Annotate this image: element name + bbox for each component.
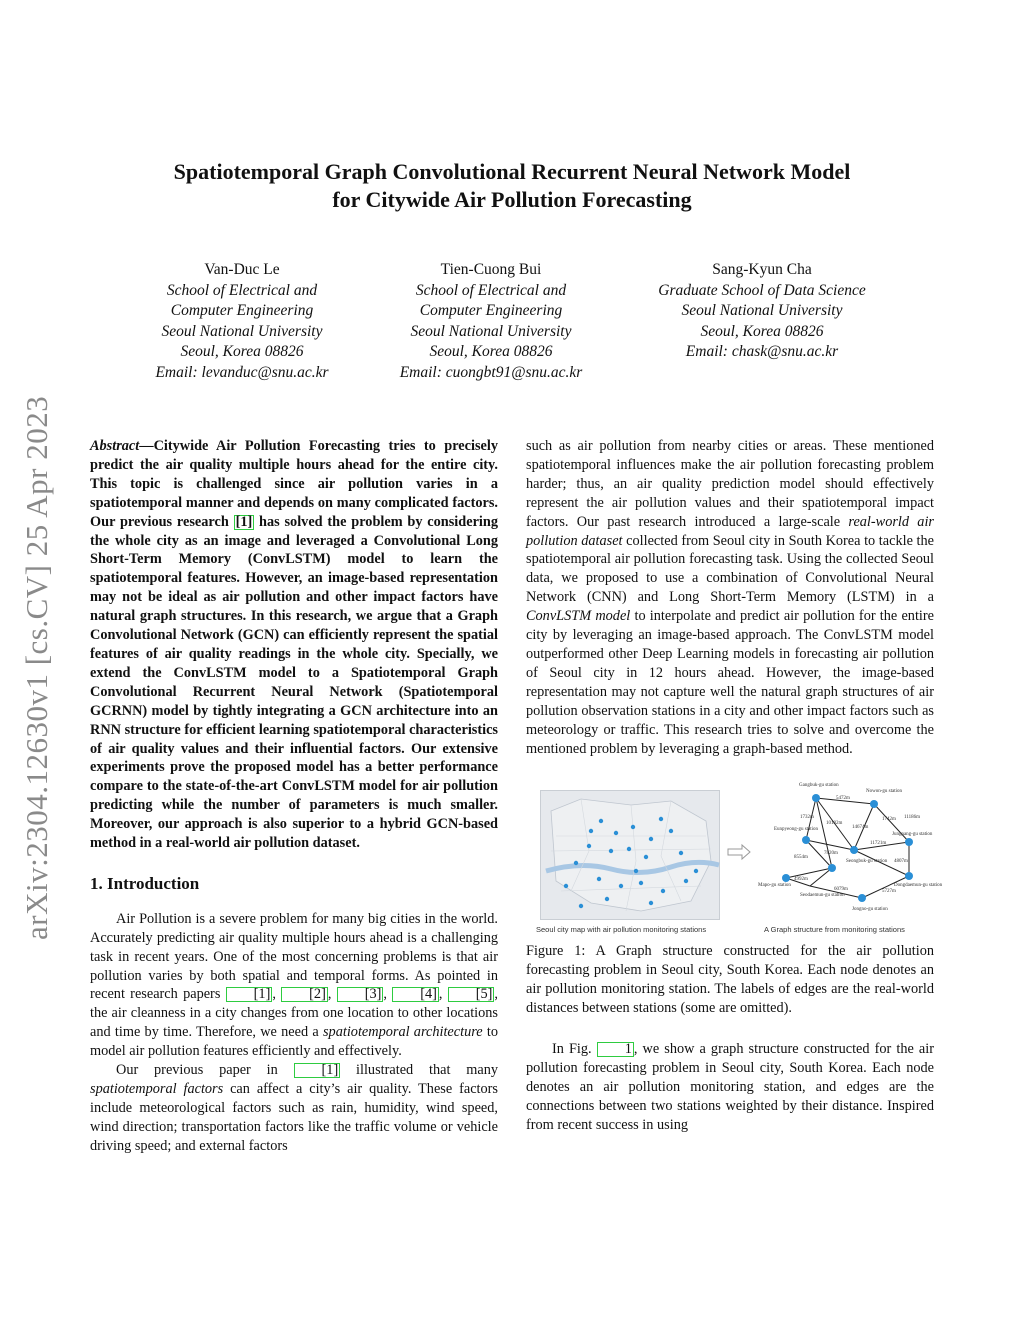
- edge-label: 7820m: [824, 851, 838, 857]
- map-drawing: [541, 791, 719, 919]
- abstract-text: has solved the problem by considering the whole city as an image and leveraged a Convolutional Long Short-Term Memory (ConvLSTM) model to learn the spatiotemporal features. However, an image-based representation may not be ideal as air pollution and other impact factors have natural graph structures. In this research, we argue that a Graph Convolutional Network (GCN) can efficiently represent the spatial features of air quality readings in the whole city. Specially, we extend the ConvLSTM model to a Spatiotemporal Graph Convolutional Recurrent Neural Network (Spatiotemporal GCRNN) model by tightly integrating a GCN architecture into an RNN structure for efficient learning spatiotemporal characteristics of air quality values and their influential factors. Our extensive experiments prove the proposed model has a better performance compare to the state-of-the-art ConvLSTM model for air pollution predicting while the number of parameters is much smaller. Moreover, our approach is also superior to a hybrid GCN-based method in a real-world air pollution dataset.: [90, 513, 498, 852]
- author-address: Seoul, Korea 08826: [429, 343, 553, 360]
- paragraph-text: Air Pollution is a severe problem for many big cities in the world. Accurately predicting air quality multiple hours ahead is a challenging task in recent years. One of the most concerning problems is that air pollution varies by both spatial and temporal forms. As pointed in recent research papers: [90, 910, 498, 1003]
- node-label: Eunpyeong-gu station: [774, 827, 819, 833]
- edge-label: 5727m: [882, 889, 896, 895]
- edge-label: 14674m: [852, 825, 869, 831]
- left-column: [90, 437, 498, 1156]
- arxiv-stamp: arXiv:2304.12630v1 [cs.CV] 25 Apr 2023: [19, 395, 54, 940]
- graph-node: [802, 836, 810, 844]
- graph-node: [905, 872, 913, 880]
- seoul-map-image: [540, 790, 720, 920]
- intro-paragraph-1: Air Pollution is a severe problem for many big cities in the world. Accurately predicting air quality multiple hours ahead is a challenging task in recent years. One of the most concerning problems is that air pollution varies by both spatial and temporal forms. As pointed in recent research papers [1] , [2] , [3] , [4] , [5] , the air cleanness in a city changes from one location to other locations and time by time. Therefore, we need a spatiotemporal architecture to model air pollution features efficiently and effectively.: [90, 910, 498, 1060]
- graph-caption: A Graph structure from monitoring stations: [764, 925, 905, 935]
- node-label: Mapo-gu station: [758, 883, 791, 889]
- paragraph-text: , we show a graph structure constructed for the air pollution forecasting problem in Seoul city, South Korea. Each node denotes an air pollution monitoring station, and edges are the connections between two stations weighted by their distance. Inspired from recent success in using: [526, 1041, 934, 1133]
- node-label: Dongdaemun-gu station: [894, 883, 943, 889]
- author-affiliation: Computer Engineering: [170, 302, 314, 319]
- paragraph-text: collected from Seoul city in South Korea to tackle the spatiotemporal air pollution forecasting task. Using the collected Seoul data, we proposed to use a combination of Convolutional Neural Network (CNN) and Long Short-Term Memory (LSTM) in a: [526, 532, 934, 606]
- figure-1: [526, 780, 943, 935]
- emphasis: spatiotemporal architecture: [322, 1024, 483, 1041]
- edge-label: 11721m: [870, 841, 887, 847]
- graph-node: [905, 838, 913, 846]
- edge-label: 1732m: [800, 815, 814, 821]
- edge-label: 8554m: [794, 855, 808, 861]
- abstract: [90, 437, 498, 853]
- section-heading: 1. Introduction: [90, 873, 200, 893]
- author-affiliation: Computer Engineering: [419, 302, 563, 319]
- right-paragraph-1: [526, 437, 934, 758]
- citation-link[interactable]: [1]: [294, 1063, 341, 1078]
- author-affiliation: School of Electrical and: [166, 281, 318, 299]
- right-paragraph-2: [526, 1040, 934, 1135]
- citation-link[interactable]: [4]: [392, 987, 439, 1002]
- author-name: Van-Duc Le: [204, 261, 280, 278]
- paragraph-text: such as air pollution from nearby cities or areas. These mentioned spatiotemporal influences make the air pollution forecasting problem harder; thus, an air quality prediction model should effectively represent the air pollution values and their spatiotemporal impact factors. Our past research introduced a large-scale: [526, 438, 934, 530]
- node-label: Nowon-gu station: [866, 789, 902, 795]
- right-column: [526, 437, 943, 1135]
- edge-label: 4807m: [894, 859, 908, 865]
- node-label: Jungnang-gu station: [892, 832, 933, 838]
- paragraph-text: In Fig.: [552, 1041, 597, 1058]
- graph-diagram: [754, 780, 943, 920]
- emphasis: spatiotemporal factors: [90, 1081, 224, 1097]
- author-name: Tien-Cuong Bui: [440, 261, 542, 278]
- author-name: Sang-Kyun Cha: [712, 261, 812, 278]
- graph-edges: [786, 798, 909, 898]
- node-label: Gangbuk-gu station: [799, 783, 839, 789]
- author-block-2: [341, 260, 641, 383]
- edge-label: 1742m: [882, 817, 896, 823]
- paragraph-text: illustrated that many: [340, 1062, 498, 1079]
- edge-label: 6079m: [834, 887, 848, 893]
- paragraph-text: to model air pollution features efficiently and effectively.: [90, 1024, 498, 1060]
- node-label: Jongno-gu station: [852, 907, 888, 913]
- intro-paragraph-2: [90, 1061, 498, 1156]
- author-affiliation: Seoul National University: [161, 322, 323, 340]
- citation-link[interactable]: [1]: [235, 513, 253, 530]
- author-affiliation: School of Electrical and: [415, 281, 567, 299]
- emphasis: real-world air pollution dataset: [526, 513, 934, 549]
- edge-label: 10182m: [826, 821, 843, 827]
- graph-labels: [758, 783, 943, 912]
- author-address: Seoul, Korea 08826: [180, 343, 304, 360]
- citation-link[interactable]: [1]: [226, 987, 273, 1002]
- graph-node: [828, 864, 836, 872]
- edge-label: 11186m: [904, 815, 921, 821]
- graph-node: [812, 794, 820, 802]
- paper-title: [110, 158, 914, 214]
- node-label: Seodaemun-gu station: [800, 893, 845, 899]
- figure-caption: Figure 1: A Graph structure constructed for the air pollution forecasting problem in Seoul city, South Korea. Each node denotes an air pollution monitoring station. The labels of edges are the real-world distances between stations (some are omitted).: [526, 943, 934, 1017]
- emphasis: ConvLSTM model: [526, 608, 631, 625]
- arrow-right-icon: [726, 844, 752, 860]
- author-block-3: [612, 260, 912, 363]
- edge-label: 5472m: [836, 796, 850, 802]
- author-email[interactable]: Email: levanduc@snu.ac.kr: [155, 363, 329, 381]
- graph-node: [850, 846, 858, 854]
- citation-link[interactable]: [3]: [337, 987, 384, 1002]
- author-email[interactable]: Email: chask@snu.ac.kr: [685, 343, 839, 360]
- graph-node: [858, 894, 866, 902]
- abstract-label: Abstract: [90, 438, 140, 454]
- author-affiliation: Graduate School of Data Science: [658, 281, 866, 299]
- graph-node: [870, 800, 878, 808]
- graph-node: [782, 874, 790, 882]
- title-line-1: Spatiotemporal Graph Convolutional Recurrent Neural Network Model: [173, 159, 851, 184]
- paragraph-text: can affect a city’s air quality. These factors include meteorological factors such as rain, humidity, wind speed, wind direction; transportation factors like the traffic volume or vehicle driving speed; and external factors: [90, 1081, 498, 1154]
- author-address: Seoul, Korea 08826: [700, 322, 824, 340]
- citation-link[interactable]: [5]: [448, 987, 495, 1002]
- author-affiliation: Seoul National University: [410, 322, 572, 340]
- paragraph-text: Our previous paper in: [116, 1062, 294, 1079]
- author-email[interactable]: Email: cuongbt91@snu.ac.kr: [399, 363, 583, 381]
- author-affiliation: Seoul National University: [681, 302, 843, 319]
- paragraph-text: , the air cleanness in a city changes from one location to other locations and time by time. Therefore, we need a: [90, 986, 498, 1041]
- figure-link[interactable]: 1: [597, 1042, 634, 1057]
- node-label: Seongbuk-gu station: [846, 859, 888, 865]
- edge-label: 4992m: [794, 877, 808, 883]
- map-caption: Seoul city map with air pollution monitoring stations: [536, 925, 707, 935]
- abstract-text: —Citywide Air Pollution Forecasting tries to precisely predict the air quality multiple hours ahead for the entire city. This topic is challenged since air pollution varies in a spatiotemporal manner and depends on many complicated factors. Our previous research: [90, 438, 498, 530]
- title-line-2: for Citywide Air Pollution Forecasting: [332, 187, 692, 212]
- paragraph-text: to interpolate and predict air pollution for the entire city by leveraging an image-based approach. The ConvLSTM model outperformed other Deep Learning models in forecasting air pollution of Seoul city in 12 hours ahead. However, the image-based representation may not capture well the natural graph structures of air pollution observation stations in a city and other impact factors such as meteorology or traffic. This research tries to solve and overcome the mentioned problem by leveraging a graph-based method.: [526, 608, 934, 757]
- citation-link[interactable]: [2]: [281, 987, 328, 1002]
